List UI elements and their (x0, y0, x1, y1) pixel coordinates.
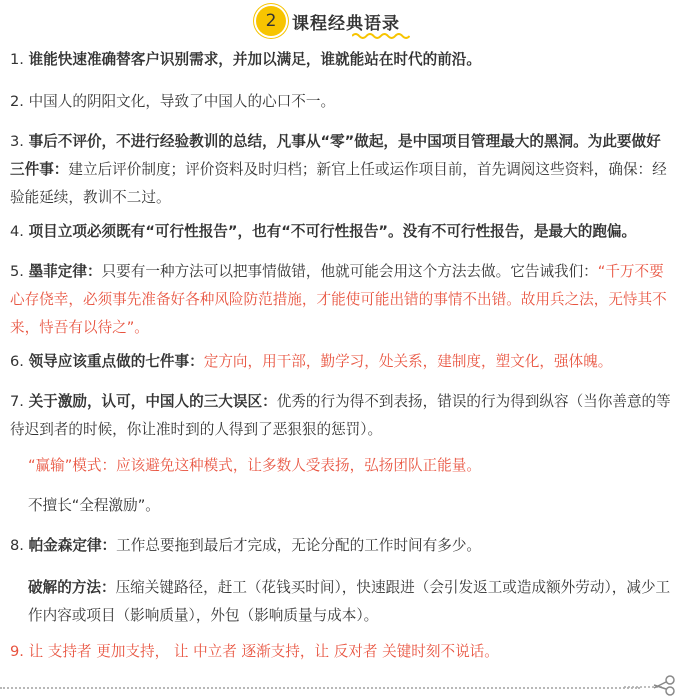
section-number-badge: 2 (256, 6, 286, 36)
quote-item-9: 9. 让 支持者 更加支持， 让 中立者 逐渐支持，让 反对者 关键时刻不说话。 (10, 643, 499, 660)
scissors-icon (624, 674, 680, 696)
quote-item-3: 3. 事后不评价，不进行经验教训的总结，凡事从“零”做起，是中国项目管理最大的黑洞。为此要做好三件事：建立后评价制度；评价资料及时归档；新官上任或运作项目前，首先调阅这些资料，确保：经验能延续，教训不二过。 (10, 133, 667, 206)
section-title: 课程经典语录 (292, 14, 400, 34)
quote-item-7-note-motivation: 不擅长“全程激励”。 (28, 497, 160, 514)
wave-underline-icon (352, 32, 410, 40)
quote-item-7-note-win-lose: “赢输”模式：应该避免这种模式，让多数人受表扬，弘扬团队正能量。 (28, 457, 481, 474)
quote-item-8-solution: 破解的方法：压缩关键路径，赶工（花钱买时间），快速跟进（会引发返工或造成额外劳动），减少工作内容或项目（影响质量），外包（影响质量与成本）。 (28, 579, 671, 624)
quote-item-6: 6. 领导应该重点做的七件事：定方向，用干部，勤学习，处关系，建制度，塑文化，强体魄。 (10, 353, 613, 370)
quote-item-7: 7. 关于激励，认可，中国人的三大误区：优秀的行为得不到表扬，错误的行为得到纵容（当你善意的等待迟到者的时候，你让准时到的人得到了恶狠狠的惩罚）。 (10, 393, 671, 438)
dotted-divider (0, 687, 640, 689)
quote-item-4: 4. 项目立项必须既有“可行性报告”，也有“不可行性报告”。没有不可行性报告，是最大的跑偏。 (10, 223, 637, 240)
quote-item-5: 5. 墨菲定律：只要有一种方法可以把事情做错，他就可能会用这个方法去做。它告诫我们：“千万不要心存侥幸，必须事先准备好各种风险防范措施，才能使可能出错的事情不出错。故用兵之法，无恃其不来，恃吾有以待之”。 (10, 263, 667, 336)
quote-item-2: 2. 中国人的阴阳文化，导致了中国人的心口不一。 (10, 93, 336, 110)
quote-item-8: 8. 帕金森定律：工作总要拖到最后才完成，无论分配的工作时间有多少。 (10, 537, 482, 554)
quote-item-1: 1. 谁能快速准确替客户识别需求，并加以满足，谁就能站在时代的前沿。 (10, 51, 481, 68)
section-header (0, 4, 684, 38)
